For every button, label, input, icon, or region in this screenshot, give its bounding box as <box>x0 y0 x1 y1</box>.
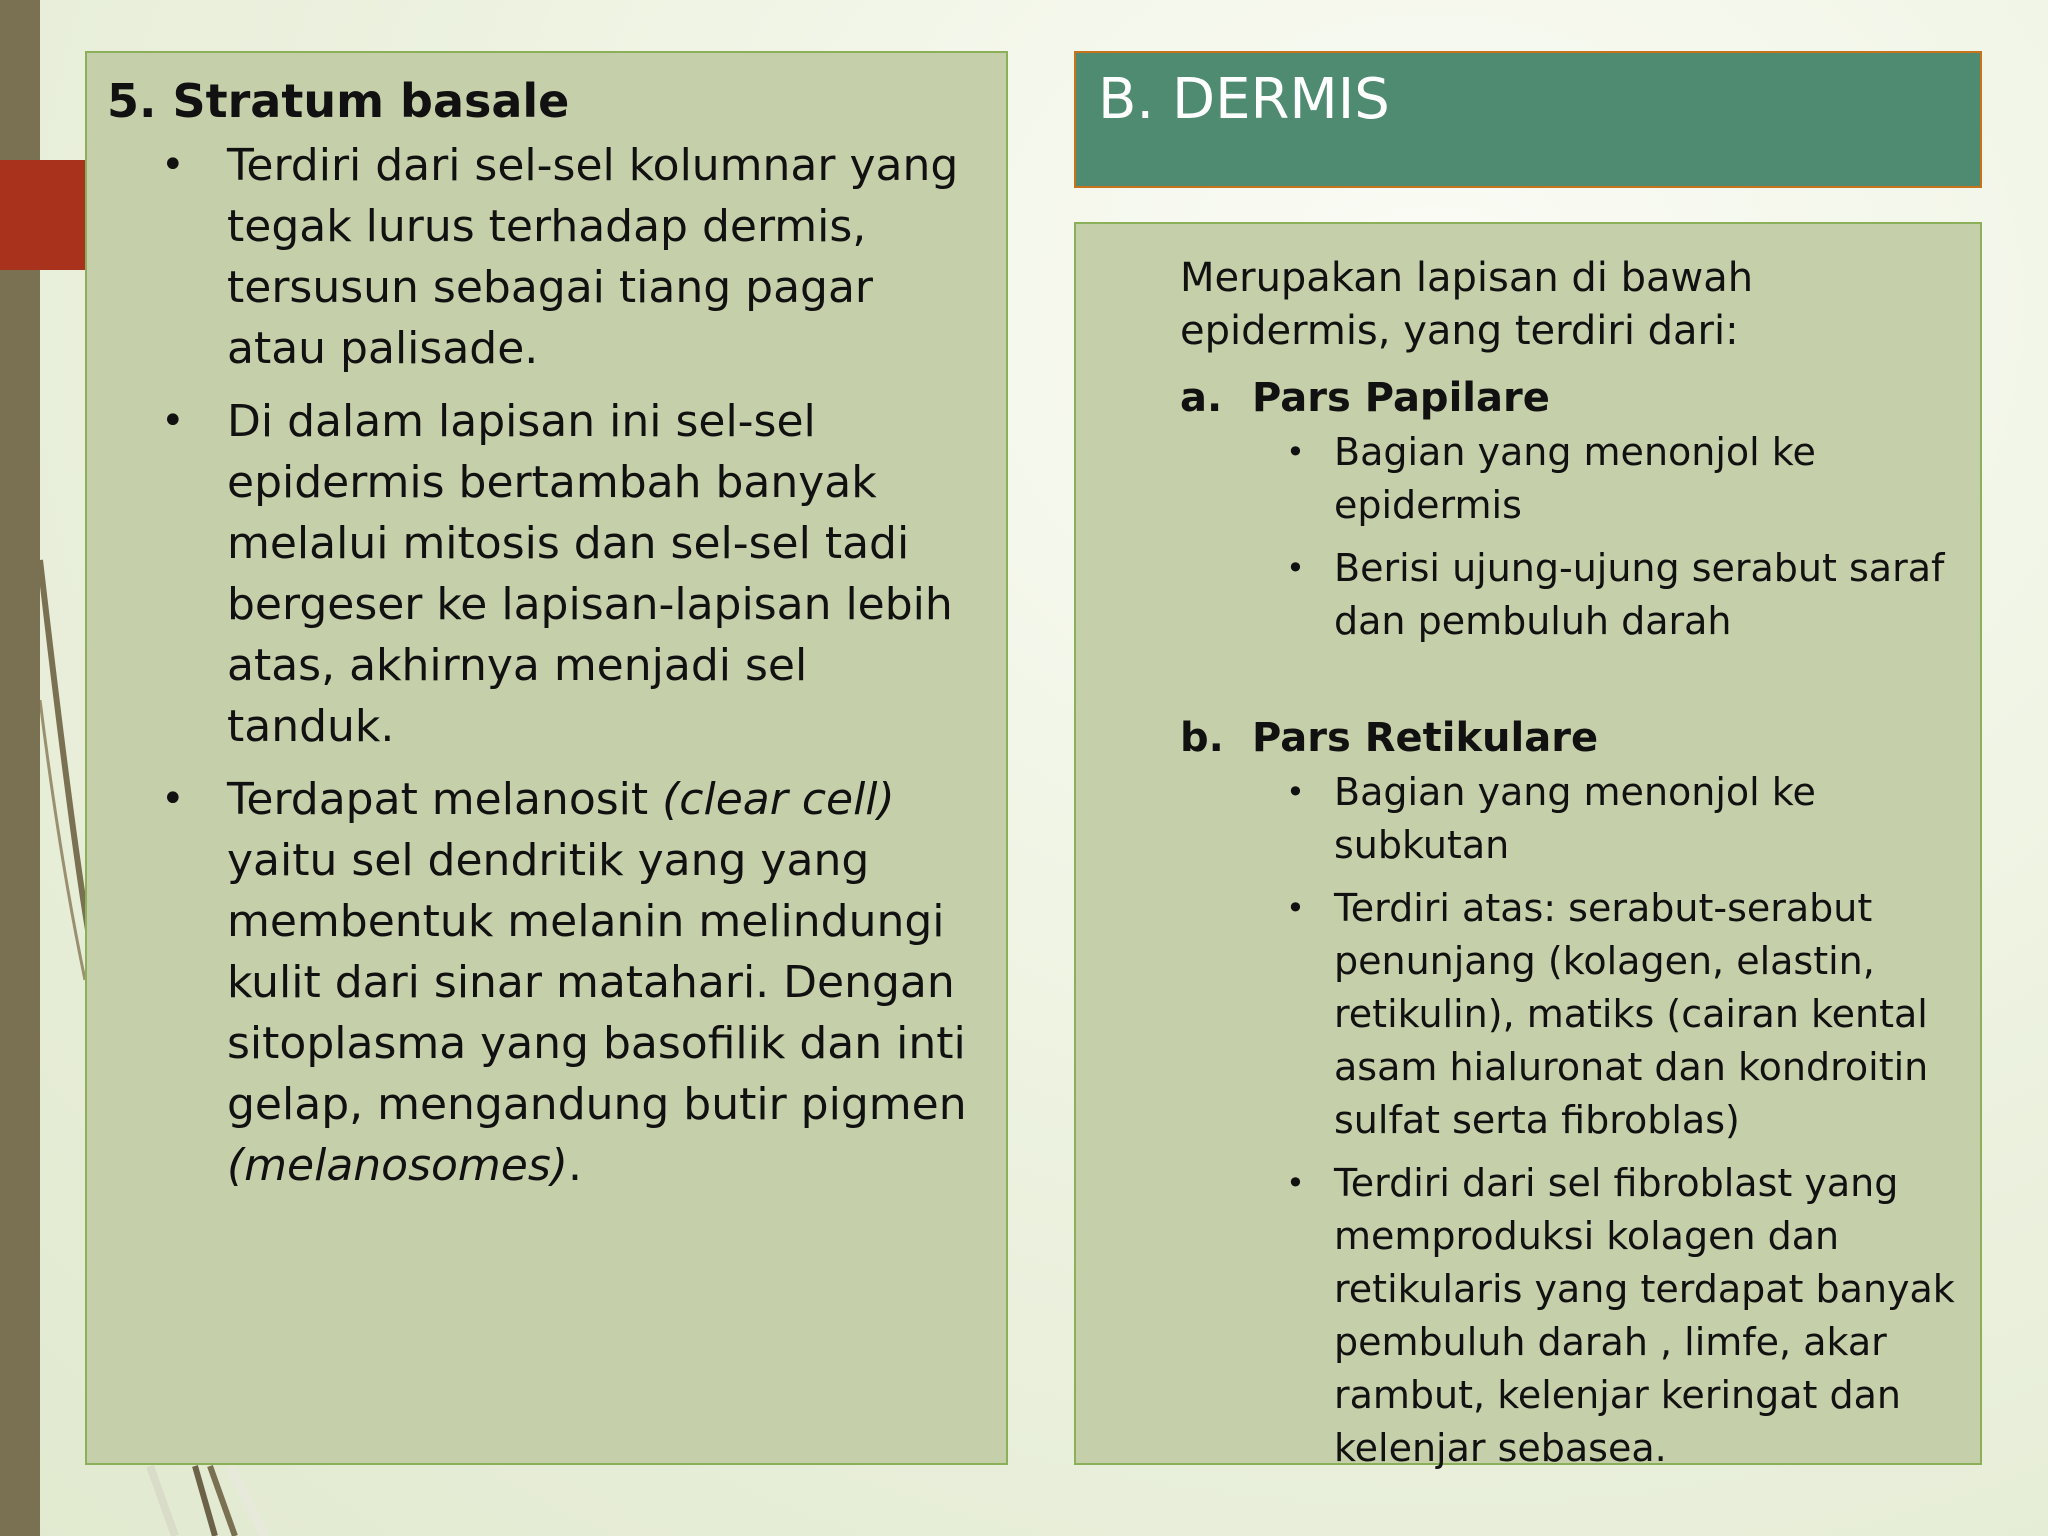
bullet-icon: • <box>161 776 185 822</box>
stratum-basale-heading: 5. Stratum basale <box>107 74 570 128</box>
bullet-icon: • <box>1286 889 1305 927</box>
list-item: • Terdiri dari sel fibroblast yang memproduksi kolagen dan retikularis yang terdapat banyak pembuluh darah , limfe, akar rambut, kelenjar keringat dan kelenjar sebasea. <box>1334 1157 1962 1475</box>
bullet-icon: • <box>1286 773 1305 811</box>
list-item: • Di dalam lapisan ini sel-sel epidermis bertambah banyak melalui mitosis dan sel-sel tadi bergeser ke lapisan-lapisan lebih atas, akhirnya menjadi sel tanduk. <box>227 391 986 757</box>
red-accent-block <box>0 160 85 270</box>
stratum-basale-panel <box>85 51 1008 1465</box>
pars-retikulare-list <box>1180 766 1962 1475</box>
pars-papilare-heading: a. Pars Papilare <box>1180 375 1550 421</box>
list-item: • Bagian yang menonjol ke subkutan <box>1334 766 1962 872</box>
list-item: • Berisi ujung-ujung serabut saraf dan pembuluh darah <box>1334 542 1962 648</box>
list-item: • Terdiri atas: serabut-serabut penunjang (kolagen, elastin, retikulin), matiks (cairan kental asam hialuronat dan kondroitin sulfat serta fibroblas) <box>1334 882 1962 1147</box>
bullet-icon: • <box>161 398 185 444</box>
bullet-icon: • <box>161 142 185 188</box>
stratum-basale-list <box>107 135 986 1196</box>
bullet-icon: • <box>1286 549 1305 587</box>
list-item: • Terdiri dari sel-sel kolumnar yang tegak lurus terhadap dermis, tersusun sebagai tiang pagar atau palisade. <box>227 135 986 379</box>
dermis-intro: Merupakan lapisan di bawah epidermis, yang terdiri dari: <box>1180 255 1754 354</box>
pars-retikulare-heading: b. Pars Retikulare <box>1180 715 1599 761</box>
dermis-title: B. DERMIS <box>1074 51 1982 188</box>
list-item: • Bagian yang menonjol ke epidermis <box>1334 426 1962 532</box>
list-item: • Terdapat melanosit (clear cell) yaitu sel dendritik yang yang membentuk melanin melindungi kulit dari sinar matahari. Dengan sitoplasma yang basofilik dan inti gelap, mengandung butir pigmen (melanosomes). <box>227 769 986 1196</box>
bullet-icon: • <box>1286 433 1305 471</box>
bullet-icon: • <box>1286 1164 1305 1202</box>
dermis-panel <box>1074 222 1982 1470</box>
spacer <box>1180 658 1962 710</box>
pars-papilare-list <box>1180 426 1962 648</box>
